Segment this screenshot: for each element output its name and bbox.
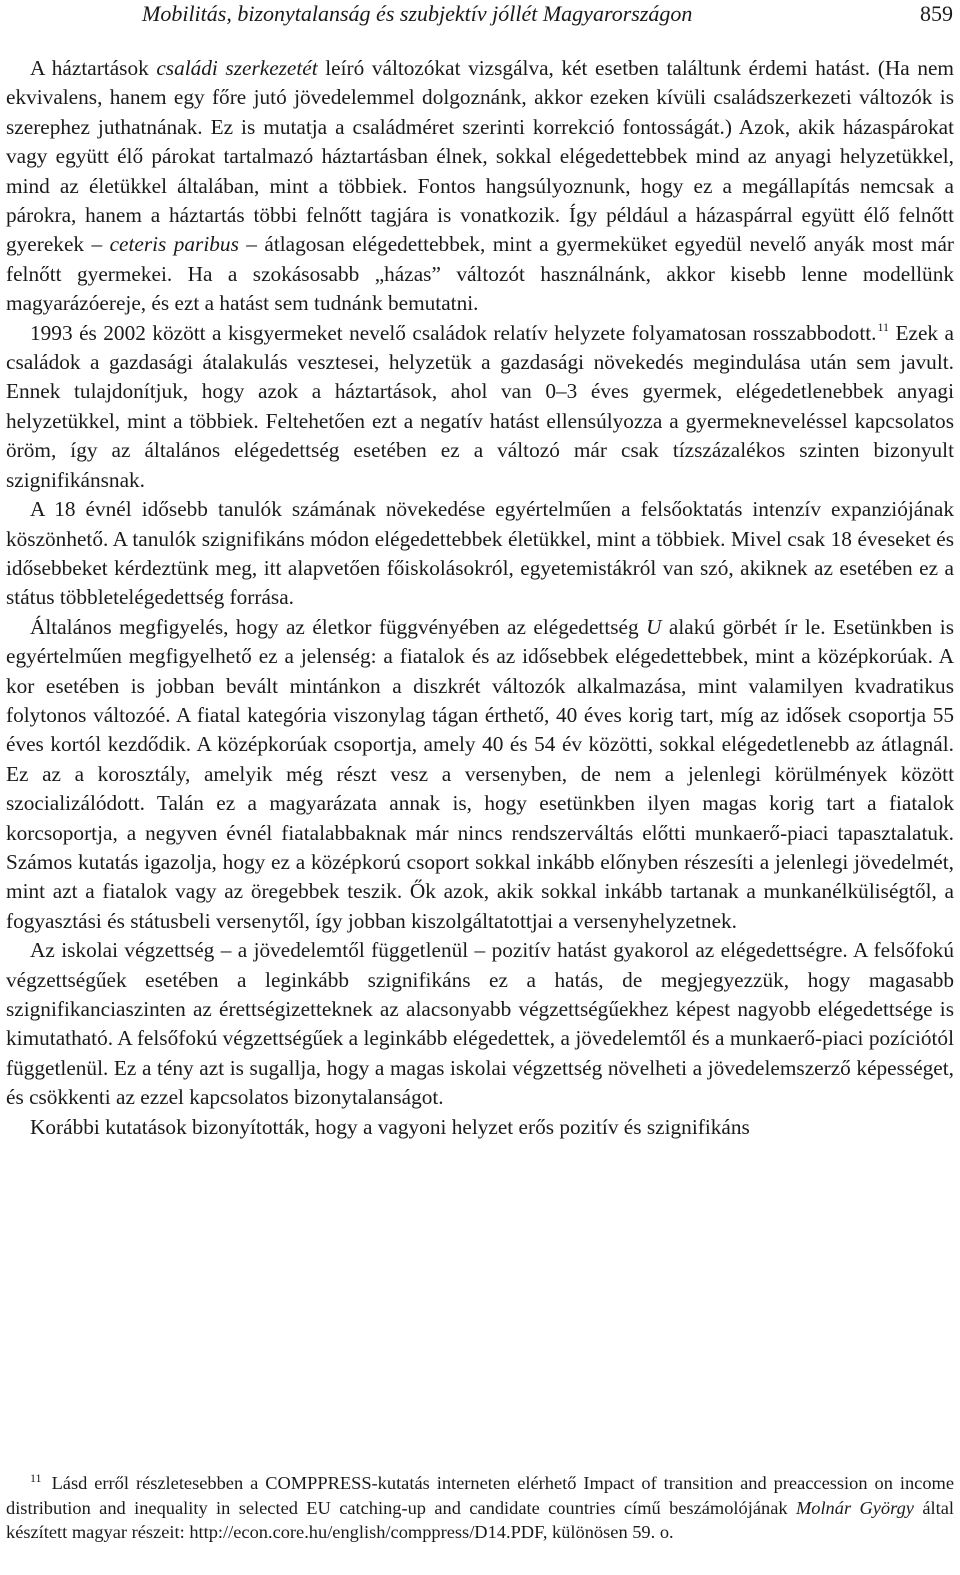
paragraph-family-structure <box>6 54 954 319</box>
running-header <box>6 0 954 40</box>
document-page <box>6 0 955 1542</box>
text-run: alakú görbét ír le. Esetünkben is egyértelműen megfigyelhető ez a jelenség: a fiatalok és az idősebbek elégedettebbek, mint a középkorúak. A kor esetében is jobban bevált mintánkon a diszkrét változók alkalmazása, mint valamilyen kvadratikus folytonos változóé. A fiatal kategória viszonylag tágan érthető, 40 éves korig tart, míg az idősek csoportja 55 éves kortól kezdődik. A középkorúak csoportja, amely 40 és 54 év közötti, sokkal elégedetlenebb az átlagnál. Ez az a korosztály, amelyik még részt vesz a versenyben, de nem a jelenlegi körülmények között szocializálódott. Talán ez a magyarázata annak is, hogy esetünkben ilyen magas korig tart a fiatalok korcsoportja, a negyven évnél fiatalabbaknak már nincs rendszerváltás előtti munkaerő-piaci tapasztalatuk. Számos kutatás igazolja, hogy ez a középkorú csoport sokkal inkább előnyben részesíti a jelenlegi jövedelmét, mint azt a fiatalok vagy az öregebbek teszik. Ők azok, akik sokkal inkább tartanak a munkanélküliségtől, a fogyasztási és státusbeli versenytől, így jobban kiszolgáltatottjai a versenyhelyzetnek. <box>6 614 954 933</box>
text-run: Az iskolai végzettség – a jövedelemtől függetlenül – pozitív hatást gyakorol az elégedettségre. A felsőfokú végzettségűek esetében a leginkább szignifikáns ez a hatás, de megjegyezzük, hogy magasabb szignifikanciaszinten az érettségizetteknek az alacsonyabb végzettségűekhez képest nagyobb elégedettsége is kimutatható. A felsőfokú végzettségűek a leginkább elégedettek, a jövedelemtől és a munkaerő-piaci pozíciótól függetlenül. Ez a tény azt is sugallja, hogy a magas iskolai végzettség növelheti a jövedelemszerző képességet, és csökkenti az ezzel kapcsolatos bizonytalanságot. <box>6 938 954 1110</box>
text-run: által készített magyar részeit: http://econ.core.hu/english/comppress/D14.PDF, különösen 59. o. <box>6 1497 954 1542</box>
footnote <box>6 1471 954 1545</box>
page-number: 859 <box>920 1 953 26</box>
paragraph-wealth <box>6 1113 954 1142</box>
paragraph-age <box>6 613 954 936</box>
text-run: leíró változókat vizsgálva, két esetben találtunk érdemi hatást. (Ha nem ekvivalens, hanem egy főre jutó jövedelemmel dolgoznánk, akkor ezeken kívüli családszerkezeti változók is szerephez juthatnának. Ez is mutatja a családméret szerinti korrekció fontosságát.) Azok, akik házaspárokat vagy együtt élő párokat tartalmazó háztartásban élnek, sokkal elégedettebbek mind az anyagi helyzetükkel, mind az életükkel általában, mint a többiek. Fontos hangsúlyoznunk, hogy ez a megállapítás nemcsak a párokra, hanem a háztartás többi felnőtt tagjára is vonatkozik. Így például a házaspárral együtt élő felnőtt gyerekek – <box>6 56 954 257</box>
text-run: – átlagosan elégedettebbek, mint a gyermeküket egyedül nevelő anyák most már felnőtt gyermekei. Ha a szokásosabb „házas” változót használnánk, akkor kisebb lenne modellünk magyarázóereje, és ezt a hatást sem tudnánk bemutatni. <box>6 232 954 316</box>
body-text <box>6 54 954 1142</box>
text-run: Általános megfigyelés, hogy az életkor függvényében az elégedettség <box>30 614 647 639</box>
text-run: 1993 és 2002 között a kisgyermeket nevelő családok relatív helyzete folyamatosan rosszabbodott. <box>30 320 877 345</box>
italic-term: U <box>646 614 662 639</box>
italic-term: ceteris paribus <box>109 232 239 257</box>
running-title: Mobilitás, bizonytalanság és szubjektív jóllét Magyarországon <box>142 1 693 26</box>
footnote-reference[interactable]: 11 <box>877 319 890 334</box>
footnote-number: 11 <box>30 1471 42 1485</box>
text-run: Ezek a családok a gazdasági átalakulás vesztesei, helyzetük a gazdasági növekedés megindulása után sem javult. Ennek tulajdonítjuk, hogy azok a háztartások, ahol van 0–3 éves gyermek, elégedetlenebbek anyagi helyzetükkel, mint a többiek. Feltehetően ezt a negatív hatást ellensúlyozza a gyermekneveléssel kapcsolatos öröm, így az általános elégedettség esetében ez a változó már csak tízszázalékos szinten bizonyult szignifikánsnak. <box>6 320 955 492</box>
text-run: A háztartások <box>30 56 157 80</box>
paragraph-young-children <box>6 319 954 495</box>
paragraph-students <box>6 495 954 613</box>
italic-term: családi szerkezetét <box>156 56 318 80</box>
paragraph-education <box>6 936 954 1112</box>
text-run: A 18 évnél idősebb tanulók számának növekedése egyértelműen a felsőoktatás intenzív expanziójának köszönhető. A tanulók szignifikáns módon elégedettebbek életükkel, mint a többiek. Mivel csak 18 éveseket és idősebbeket kérdeztünk meg, itt alapvetően főiskolásokról, egyetemistákról van szó, akiknek az esetében ez a státus többletelégedettség forrása. <box>6 497 954 610</box>
footnote-text <box>6 1471 954 1545</box>
author-name: Molnár György <box>795 1497 914 1518</box>
text-run: Lásd erről részletesebben a COMPPRESS-kutatás interneten elérhető Impact of transition and preaccession on income distribution and inequality in selected EU catching-up and candidate countries című beszámolójának <box>6 1473 954 1518</box>
text-run: Korábbi kutatások bizonyították, hogy a vagyoni helyzet erős pozitív és szignifikáns <box>30 1114 750 1139</box>
